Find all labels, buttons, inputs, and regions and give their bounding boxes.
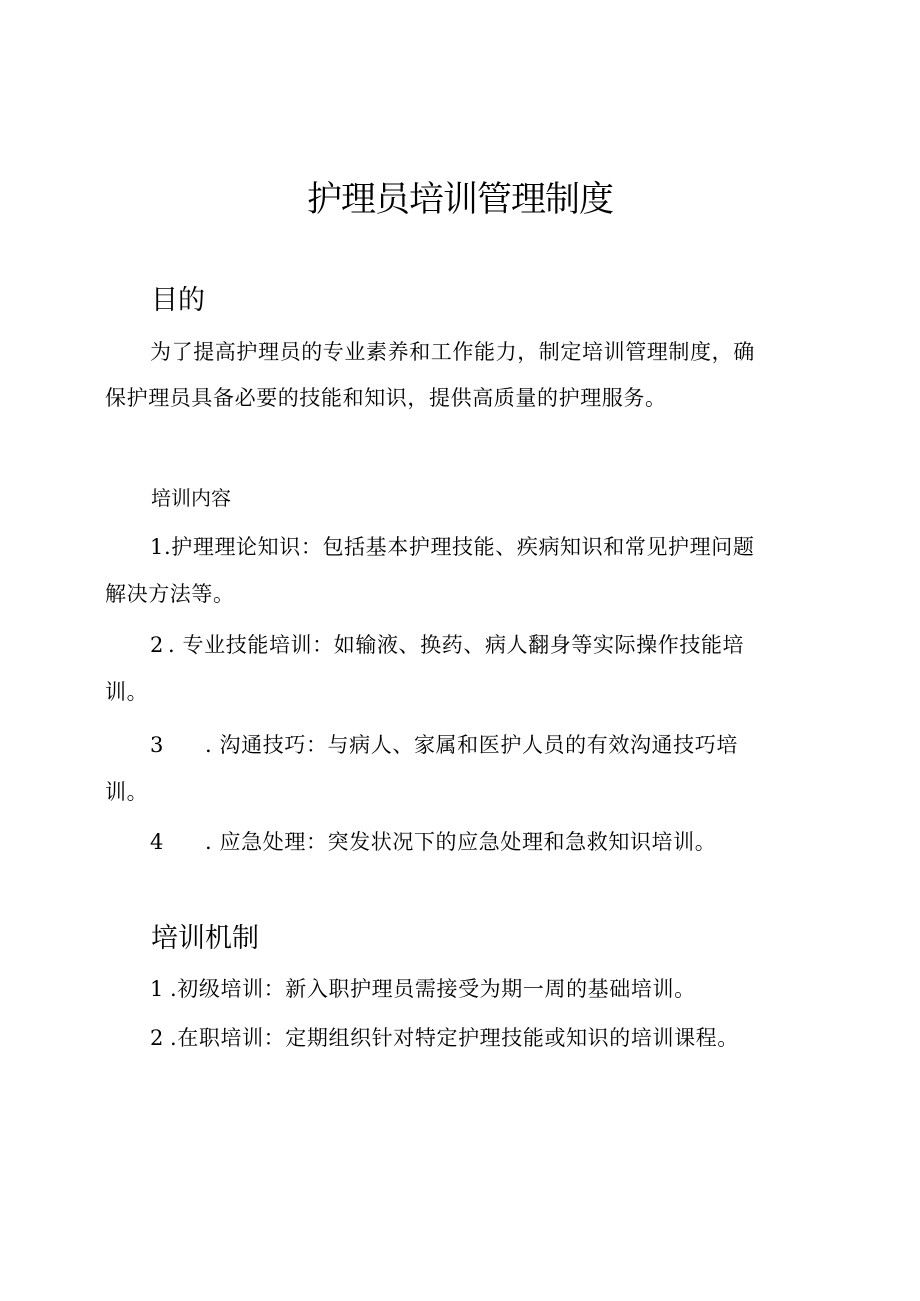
content-item-3-number: 3: [150, 733, 164, 757]
content-item-2-line-2: 训。: [105, 680, 149, 704]
mechanism-item-2-number: 2: [150, 1026, 164, 1050]
content-item-3-line-2: 训。: [105, 780, 149, 804]
mechanism-heading: 培训机制: [151, 923, 259, 954]
purpose-paragraph-line-1: 为了提高护理员的专业素养和工作能力，制定培训管理制度，确: [150, 340, 755, 364]
content-heading: 培训内容: [151, 486, 231, 510]
content-item-4-number: 4: [150, 830, 164, 854]
purpose-paragraph-line-2: 保护理员具备必要的技能和知识，提供高质量的护理服务。: [105, 386, 667, 410]
content-item-1-line-2: 解决方法等。: [105, 582, 235, 606]
mechanism-item-1-number: 1: [150, 977, 164, 1001]
content-item-1-line-1: 护理理论知识：包括基本护理技能、疾病知识和常见护理问题: [171, 535, 755, 559]
mechanism-item-2-text: .在职培训：定期组织针对特定护理技能或知识的培训课程。: [170, 1026, 739, 1050]
content-item-1-number: 1.: [150, 535, 172, 559]
mechanism-item-1-text: .初级培训：新入职护理员需接受为期一周的基础培训。: [170, 977, 696, 1001]
content-item-2-number: 2: [150, 633, 164, 657]
content-item-4-line-1: . 应急处理：突发状况下的应急处理和急救知识培训。: [205, 830, 717, 854]
content-item-2-line-1: . 专业技能培训：如输液、换药、病人翻身等实际操作技能培: [168, 633, 745, 657]
document-title: 护理员培训管理制度: [306, 180, 613, 220]
content-item-3-line-1: . 沟通技巧：与病人、家属和医护人员的有效沟通技巧培: [205, 733, 738, 757]
purpose-heading: 目的: [151, 285, 205, 316]
